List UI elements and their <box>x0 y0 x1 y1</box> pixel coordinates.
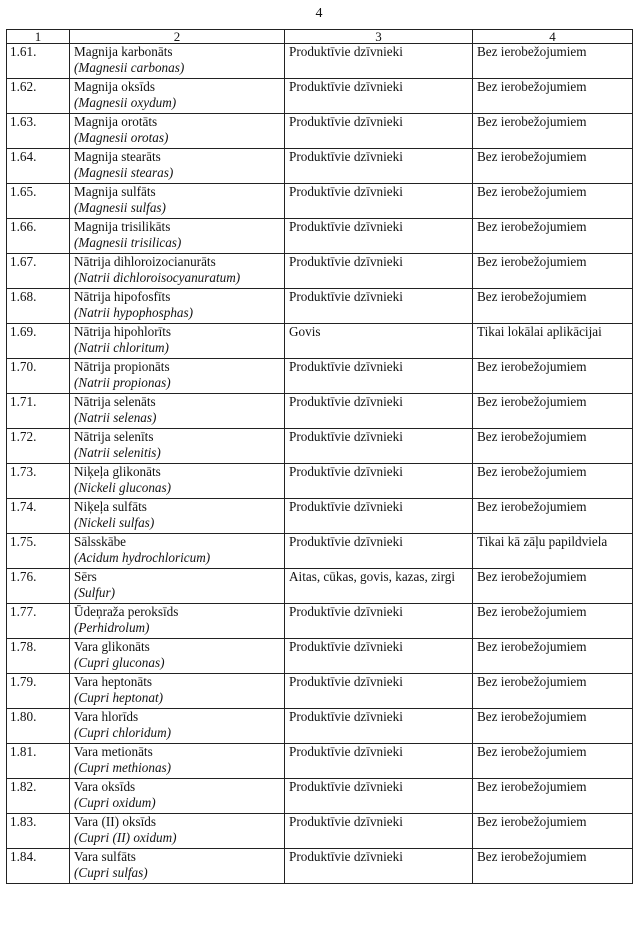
row-number-cell: 1.72. <box>7 429 70 464</box>
species-cell: Produktīvie dzīvnieki <box>285 849 473 884</box>
substance-name: Sērs <box>74 569 97 584</box>
restriction-cell: Bez ierobežojumiem <box>473 709 633 744</box>
row-number-cell: 1.64. <box>7 149 70 184</box>
substance-name: Vara (II) oksīds <box>74 814 157 829</box>
column-header-2: 2 <box>70 30 285 44</box>
table-row <box>7 184 633 219</box>
substance-latin-name: (Natrii propionas) <box>74 375 171 391</box>
column-header-1: 1 <box>7 30 70 44</box>
table-row <box>7 779 633 814</box>
substance-cell <box>70 464 285 499</box>
table-row <box>7 44 633 79</box>
substance-latin-name: (Cupri oxidum) <box>74 795 156 811</box>
table-row <box>7 324 633 359</box>
substance-table <box>6 29 633 884</box>
table-row <box>7 464 633 499</box>
species-cell: Produktīvie dzīvnieki <box>285 639 473 674</box>
species-cell: Govis <box>285 324 473 359</box>
substance-latin-name: (Cupri chloridum) <box>74 725 172 741</box>
row-number-cell: 1.62. <box>7 79 70 114</box>
substance-cell <box>70 289 285 324</box>
table-body <box>7 44 633 884</box>
table-row <box>7 219 633 254</box>
substance-name: Ūdeņraža peroksīds <box>74 604 179 619</box>
substance-name: Magnija oksīds <box>74 79 155 94</box>
row-number-cell: 1.76. <box>7 569 70 604</box>
substance-latin-name: (Magnesii stearas) <box>74 165 174 181</box>
row-number-cell: 1.80. <box>7 709 70 744</box>
substance-name: Niķeļa glikonāts <box>74 464 161 479</box>
substance-cell <box>70 324 285 359</box>
species-cell: Produktīvie dzīvnieki <box>285 359 473 394</box>
substance-cell <box>70 79 285 114</box>
table-row <box>7 569 633 604</box>
substance-cell <box>70 184 285 219</box>
row-number-cell: 1.77. <box>7 604 70 639</box>
substance-cell <box>70 429 285 464</box>
table-row <box>7 849 633 884</box>
substance-latin-name: (Cupri methionas) <box>74 760 172 776</box>
substance-name: Vara hlorīds <box>74 709 139 724</box>
species-cell: Produktīvie dzīvnieki <box>285 429 473 464</box>
row-number-cell: 1.78. <box>7 639 70 674</box>
substance-cell <box>70 499 285 534</box>
table-row <box>7 499 633 534</box>
restriction-cell: Bez ierobežojumiem <box>473 184 633 219</box>
row-number-cell: 1.73. <box>7 464 70 499</box>
row-number-cell: 1.67. <box>7 254 70 289</box>
species-cell: Produktīvie dzīvnieki <box>285 674 473 709</box>
row-number-cell: 1.82. <box>7 779 70 814</box>
restriction-cell: Bez ierobežojumiem <box>473 219 633 254</box>
substance-name: Vara metionāts <box>74 744 153 759</box>
substance-cell <box>70 114 285 149</box>
substance-cell <box>70 744 285 779</box>
restriction-cell: Bez ierobežojumiem <box>473 114 633 149</box>
species-cell: Produktīvie dzīvnieki <box>285 499 473 534</box>
row-number-cell: 1.69. <box>7 324 70 359</box>
species-cell: Aitas, cūkas, govis, kazas, zirgi <box>285 569 473 604</box>
column-header-4: 4 <box>473 30 633 44</box>
row-number-cell: 1.81. <box>7 744 70 779</box>
restriction-cell: Bez ierobežojumiem <box>473 429 633 464</box>
row-number-cell: 1.61. <box>7 44 70 79</box>
substance-latin-name: (Magnesii sulfas) <box>74 200 166 216</box>
row-number-cell: 1.71. <box>7 394 70 429</box>
substance-latin-name: (Cupri gluconas) <box>74 655 165 671</box>
restriction-cell: Bez ierobežojumiem <box>473 44 633 79</box>
table-row <box>7 639 633 674</box>
table-row <box>7 114 633 149</box>
restriction-cell: Bez ierobežojumiem <box>473 499 633 534</box>
substance-name: Nātrija selenāts <box>74 394 156 409</box>
substance-name: Nātrija dihloroizocianurāts <box>74 254 216 269</box>
substance-name: Magnija trisilikāts <box>74 219 171 234</box>
substance-name: Magnija stearāts <box>74 149 161 164</box>
table-row <box>7 534 633 569</box>
restriction-cell: Bez ierobežojumiem <box>473 79 633 114</box>
substance-name: Vara sulfāts <box>74 849 136 864</box>
substance-name: Nātrija hipohlorīts <box>74 324 172 339</box>
restriction-cell: Bez ierobežojumiem <box>473 744 633 779</box>
substance-latin-name: (Natrii dichloroisocyanuratum) <box>74 270 241 286</box>
substance-cell <box>70 639 285 674</box>
substance-latin-name: (Nickeli sulfas) <box>74 515 155 531</box>
substance-latin-name: (Natrii chloritum) <box>74 340 169 356</box>
substance-cell <box>70 569 285 604</box>
species-cell: Produktīvie dzīvnieki <box>285 79 473 114</box>
restriction-cell: Bez ierobežojumiem <box>473 604 633 639</box>
species-cell: Produktīvie dzīvnieki <box>285 744 473 779</box>
substance-cell <box>70 814 285 849</box>
row-number-cell: 1.70. <box>7 359 70 394</box>
substance-cell <box>70 44 285 79</box>
substance-name: Nātrija hipofosfīts <box>74 289 171 304</box>
table-row <box>7 604 633 639</box>
substance-name: Vara heptonāts <box>74 674 152 689</box>
substance-name: Nātrija selenīts <box>74 429 154 444</box>
substance-latin-name: (Nickeli gluconas) <box>74 480 172 496</box>
restriction-cell: Tikai kā zāļu papildviela <box>473 534 633 569</box>
table-row <box>7 429 633 464</box>
restriction-cell: Bez ierobežojumiem <box>473 849 633 884</box>
species-cell: Produktīvie dzīvnieki <box>285 149 473 184</box>
table-row <box>7 744 633 779</box>
restriction-cell: Bez ierobežojumiem <box>473 814 633 849</box>
species-cell: Produktīvie dzīvnieki <box>285 289 473 324</box>
substance-latin-name: (Sulfur) <box>74 585 116 601</box>
substance-name: Niķeļa sulfāts <box>74 499 147 514</box>
substance-cell <box>70 359 285 394</box>
table-row <box>7 149 633 184</box>
table-row <box>7 709 633 744</box>
row-number-cell: 1.84. <box>7 849 70 884</box>
substance-latin-name: (Magnesii orotas) <box>74 130 169 146</box>
substance-cell <box>70 149 285 184</box>
restriction-cell: Bez ierobežojumiem <box>473 359 633 394</box>
species-cell: Produktīvie dzīvnieki <box>285 604 473 639</box>
table-row <box>7 674 633 709</box>
restriction-cell: Bez ierobežojumiem <box>473 639 633 674</box>
column-header-3: 3 <box>285 30 473 44</box>
restriction-cell: Bez ierobežojumiem <box>473 394 633 429</box>
species-cell: Produktīvie dzīvnieki <box>285 464 473 499</box>
substance-latin-name: (Cupri (II) oxidum) <box>74 830 177 846</box>
species-cell: Produktīvie dzīvnieki <box>285 114 473 149</box>
species-cell: Produktīvie dzīvnieki <box>285 394 473 429</box>
substance-name: Vara oksīds <box>74 779 136 794</box>
restriction-cell: Bez ierobežojumiem <box>473 149 633 184</box>
row-number-cell: 1.66. <box>7 219 70 254</box>
table-row <box>7 289 633 324</box>
species-cell: Produktīvie dzīvnieki <box>285 709 473 744</box>
row-number-cell: 1.75. <box>7 534 70 569</box>
substance-latin-name: (Acidum hydrochloricum) <box>74 550 211 566</box>
species-cell: Produktīvie dzīvnieki <box>285 184 473 219</box>
table-header-row <box>7 30 633 44</box>
row-number-cell: 1.63. <box>7 114 70 149</box>
restriction-cell: Bez ierobežojumiem <box>473 464 633 499</box>
substance-latin-name: (Perhidrolum) <box>74 620 150 636</box>
species-cell: Produktīvie dzīvnieki <box>285 219 473 254</box>
substance-name: Vara glikonāts <box>74 639 150 654</box>
row-number-cell: 1.83. <box>7 814 70 849</box>
substance-cell <box>70 674 285 709</box>
substance-name: Magnija sulfāts <box>74 184 156 199</box>
species-cell: Produktīvie dzīvnieki <box>285 814 473 849</box>
substance-cell <box>70 709 285 744</box>
substance-cell <box>70 394 285 429</box>
substance-latin-name: (Magnesii trisilicas) <box>74 235 182 251</box>
substance-latin-name: (Cupri heptonat) <box>74 690 164 706</box>
species-cell: Produktīvie dzīvnieki <box>285 254 473 289</box>
row-number-cell: 1.68. <box>7 289 70 324</box>
table-row <box>7 814 633 849</box>
table-row <box>7 79 633 114</box>
substance-name: Magnija karbonāts <box>74 44 173 59</box>
substance-cell <box>70 779 285 814</box>
substance-cell <box>70 604 285 639</box>
substance-name: Magnija orotāts <box>74 114 158 129</box>
substance-cell <box>70 534 285 569</box>
substance-latin-name: (Natrii hypophosphas) <box>74 305 194 321</box>
restriction-cell: Bez ierobežojumiem <box>473 289 633 324</box>
species-cell: Produktīvie dzīvnieki <box>285 44 473 79</box>
substance-latin-name: (Magnesii carbonas) <box>74 60 185 76</box>
substance-latin-name: (Natrii selenas) <box>74 410 157 426</box>
substance-name: Sālsskābe <box>74 534 127 549</box>
restriction-cell: Bez ierobežojumiem <box>473 254 633 289</box>
substance-cell <box>70 254 285 289</box>
substance-cell <box>70 849 285 884</box>
substance-name: Nātrija propionāts <box>74 359 170 374</box>
table-row <box>7 359 633 394</box>
substance-latin-name: (Cupri sulfas) <box>74 865 148 881</box>
table-row <box>7 394 633 429</box>
table-row <box>7 254 633 289</box>
substance-latin-name: (Magnesii oxydum) <box>74 95 177 111</box>
row-number-cell: 1.79. <box>7 674 70 709</box>
row-number-cell: 1.65. <box>7 184 70 219</box>
restriction-cell: Bez ierobežojumiem <box>473 779 633 814</box>
substance-latin-name: (Natrii selenitis) <box>74 445 161 461</box>
restriction-cell: Bez ierobežojumiem <box>473 674 633 709</box>
substance-cell <box>70 219 285 254</box>
page-number: 4 <box>315 6 323 21</box>
species-cell: Produktīvie dzīvnieki <box>285 779 473 814</box>
row-number-cell: 1.74. <box>7 499 70 534</box>
restriction-cell: Bez ierobežojumiem <box>473 569 633 604</box>
species-cell: Produktīvie dzīvnieki <box>285 534 473 569</box>
restriction-cell: Tikai lokālai aplikācijai <box>473 324 633 359</box>
